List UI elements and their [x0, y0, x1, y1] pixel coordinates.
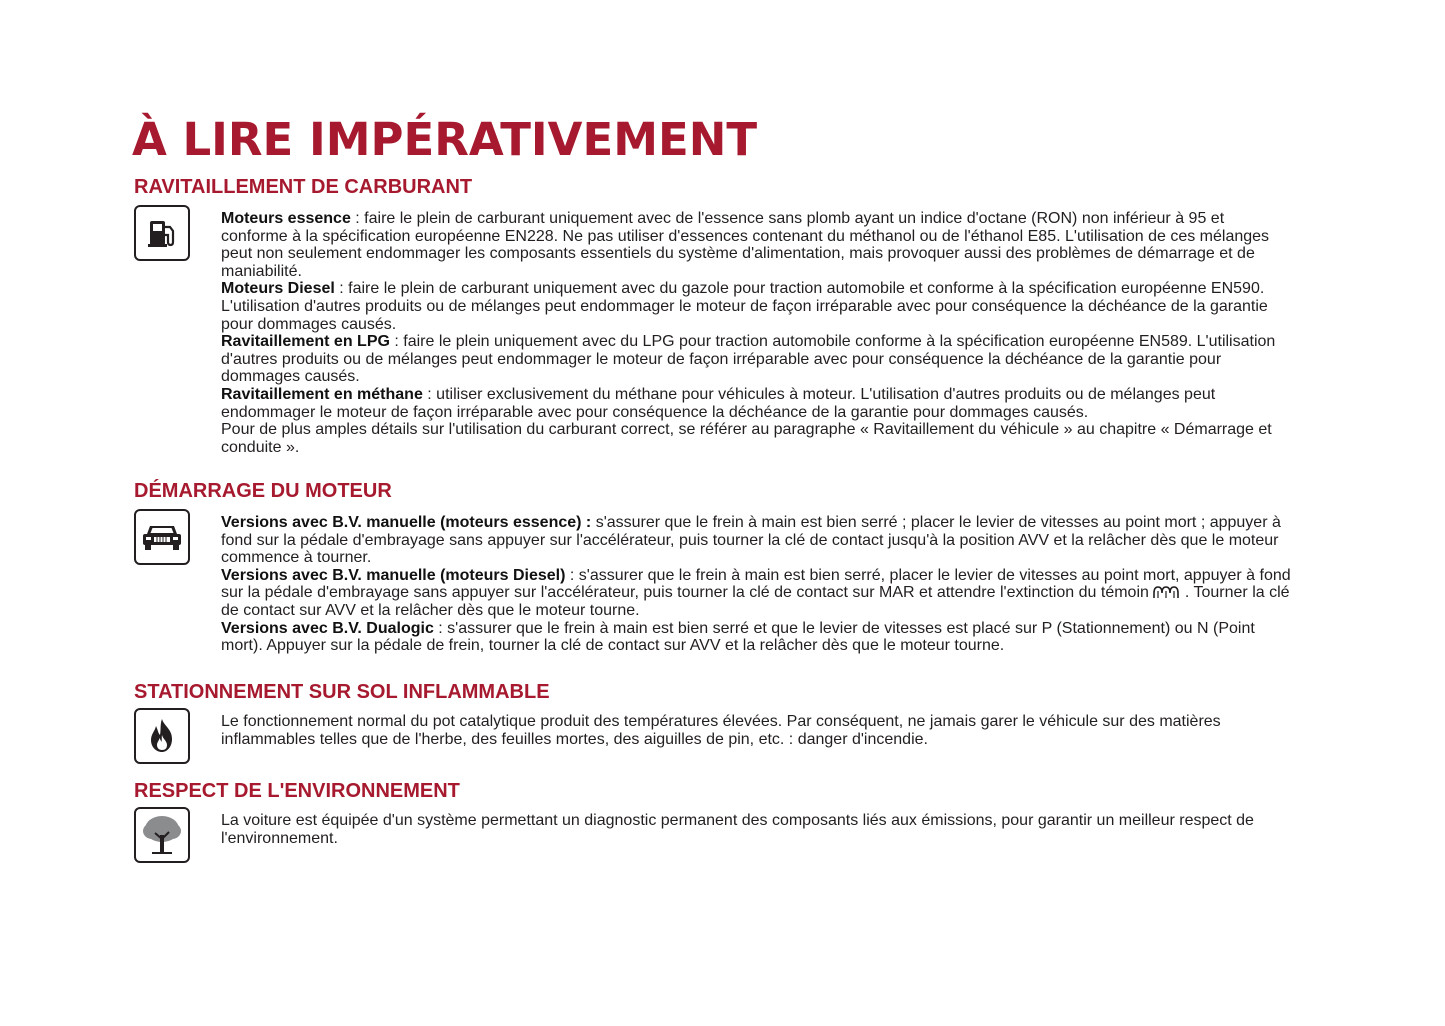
paragraph-text: : s'assurer que le frein à main est bien serré, placer le levier de vitesses au point mort, appuyer à fond sur la pédale d'embrayage sans appuyer sur l'accélérateur, puis tourner la clé de contact sur MAR et attendre l'extinction du témoin — [221, 566, 1291, 602]
paragraph-label: Versions avec B.V. manuelle (moteurs Diesel) — [221, 566, 566, 584]
paragraph-more-details — [221, 421, 1291, 456]
paragraph-text: : faire le plein de carburant uniquement avec du gazole pour traction automobile et conforme à la spécification européenne EN590. L'utilisation d'autres produits ou de mélanges peut endommager le moteur de façon irréparable avec pour conséquence la déchéance de la garantie pour dommages causés. — [221, 280, 1268, 333]
paragraph-label: Moteurs essence — [221, 210, 351, 227]
paragraph-dualogic — [221, 620, 1291, 655]
paragraph-text: Pour de plus amples détails sur l'utilisation du carburant correct, se référer au paragraphe « Ravitaillement du véhicule » au chapitre « Démarrage et conduite ». — [221, 421, 1272, 456]
paragraph-manual-petrol — [221, 514, 1291, 567]
section-body-environment — [221, 812, 1291, 847]
paragraph-label: Versions avec B.V. manuelle (moteurs essence) : — [221, 514, 592, 531]
paragraph-emissions — [221, 812, 1291, 847]
section-heading-flammable-ground: STATIONNEMENT SUR SOL INFLAMMABLE — [134, 681, 550, 703]
tree-icon — [134, 807, 190, 863]
page-title: À LIRE IMPÉRATIVEMENT — [132, 113, 758, 166]
paragraph-text: : utiliser exclusivement du méthane pour véhicules à moteur. L'utilisation d'autres produits ou de mélanges peut endommager le moteur de façon irréparable avec pour conséquence la déchéance de la garantie pour dommages causés. — [221, 385, 1216, 421]
paragraph-catalytic — [221, 713, 1291, 748]
paragraph-petrol — [221, 210, 1291, 280]
paragraph-text: : faire le plein uniquement avec du LPG pour traction automobile conforme à la spécification européenne EN589. L'utilisation d'autres produits ou de mélanges peut endommager le moteur de façon irréparable avec pour conséquence la déchéance de la garantie pour dommages causés. — [221, 333, 1276, 386]
paragraph-diesel — [221, 280, 1291, 333]
section-heading-fuel: RAVITAILLEMENT DE CARBURANT — [134, 176, 473, 198]
section-heading-environment: RESPECT DE L'ENVIRONNEMENT — [134, 780, 460, 802]
paragraph-text: : faire le plein de carburant uniquement avec de l'essence sans plomb ayant un indice d'octane (RON) non inférieur à 95 et conforme à la spécification européenne EN228. Ne pas utiliser d'essences contenant du méthanol ou de l'éthanol E85. L'utilisation de ces mélanges peut non seulement endommager les composants essentiels du système d'alimentation, mais provoquer aussi des problèmes de démarrage et de maniabilité. — [221, 210, 1270, 280]
section-body-fuel — [221, 210, 1291, 456]
section-body-engine-start — [221, 514, 1291, 655]
paragraph-methane — [221, 386, 1291, 421]
section-body-flammable-ground — [221, 713, 1291, 748]
paragraph-text: Le fonctionnement normal du pot catalytique produit des températures élevées. Par conséquent, ne jamais garer le véhicule sur des matières inflammables telles que de l'herbe, des feuilles mortes, des aiguilles de pin, etc. : danger d'incendie. — [221, 713, 1221, 748]
car-front-icon — [134, 509, 190, 565]
paragraph-manual-diesel — [221, 567, 1291, 620]
paragraph-label: Moteurs Diesel — [221, 280, 335, 298]
paragraph-text: : s'assurer que le frein à main est bien serré et que le levier de vitesses est placé sur P (Stationnement) ou N (Point mort). Appuyer sur la pédale de frein, tourner la clé de contact sur AVV et la relâcher dès que le moteur tourne. — [221, 619, 1255, 655]
paragraph-text: s'assurer que le frein à main est bien serré ; placer le levier de vitesses au point mort ; appuyer à fond sur la pédale d'embrayage sans appuyer sur l'accélérateur, puis tourner la clé de contact jusqu'à la position AVV et la relâcher dès que le moteur commence à tourner. — [221, 514, 1281, 567]
paragraph-lpg — [221, 333, 1291, 386]
paragraph-label: Ravitaillement en LPG — [221, 333, 390, 351]
fuel-pump-icon — [134, 205, 190, 261]
paragraph-text-after: . Tourner la clé de contact sur AVV et la relâcher dès que le moteur tourne. — [221, 584, 1290, 619]
flame-icon — [134, 708, 190, 764]
glow-plug-icon — [1152, 584, 1182, 600]
paragraph-text: La voiture est équipée d'un système permettant un diagnostic permanent des composants liés aux émissions, pour garantir un meilleur respect de l'environnement. — [221, 812, 1254, 847]
paragraph-label: Versions avec B.V. Dualogic — [221, 619, 434, 637]
section-heading-engine-start: DÉMARRAGE DU MOTEUR — [134, 480, 392, 502]
paragraph-label: Ravitaillement en méthane — [221, 385, 423, 403]
